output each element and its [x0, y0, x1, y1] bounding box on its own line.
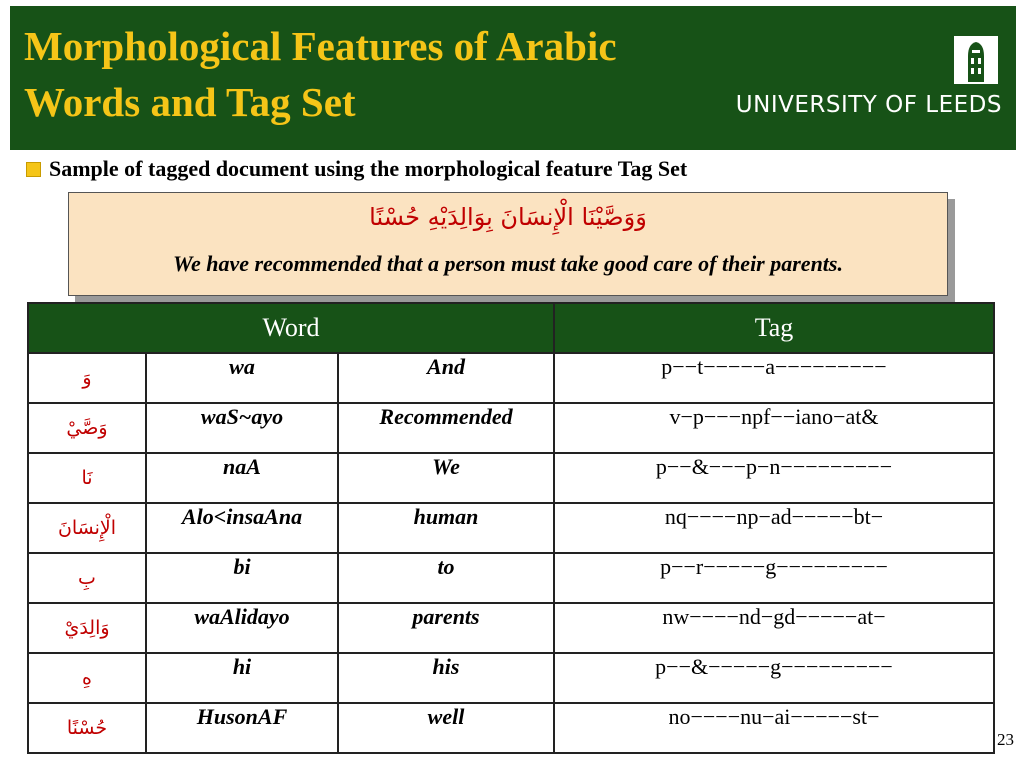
cell-transliteration: HusonAF: [146, 703, 338, 753]
university-name: UNIVERSITY OF LEEDS: [735, 92, 1002, 118]
header-tag: Tag: [554, 303, 994, 353]
title-line-2: Words and Tag Set: [24, 79, 356, 125]
title-line-1: Morphological Features of Arabic: [24, 23, 617, 69]
cell-transliteration: hi: [146, 653, 338, 703]
cell-transliteration: bi: [146, 553, 338, 603]
cell-tag: no−−−−nu−ai−−−−−st−: [554, 703, 994, 753]
cell-english: human: [338, 503, 554, 553]
table-header-row: [28, 303, 994, 353]
university-crest-icon: [954, 36, 998, 84]
cell-tag: nq−−−−np−ad−−−−−bt−: [554, 503, 994, 553]
tag-table: [27, 302, 995, 754]
slide-title: [24, 18, 724, 130]
cell-english: Recommended: [338, 403, 554, 453]
cell-tag: v−p−−−npf−−iano−at&: [554, 403, 994, 453]
quote-arabic: وَوَصَّيْنَا الْإِنسَانَ بِوَالِدَيْهِ حُسْنًا: [369, 203, 647, 231]
cell-tag: p−−&−−−p−n−−−−−−−−−: [554, 453, 994, 503]
table-row: [28, 653, 994, 703]
university-logo: [735, 36, 1008, 126]
cell-english: well: [338, 703, 554, 753]
cell-transliteration: waS~ayo: [146, 403, 338, 453]
quote-box: [68, 192, 948, 296]
bullet-square-icon: [26, 162, 41, 177]
cell-arabic: وَالِدَيْ: [28, 603, 146, 653]
table-row: [28, 553, 994, 603]
cell-transliteration: Alo<insaAna: [146, 503, 338, 553]
table-row: [28, 603, 994, 653]
cell-arabic: هِ: [28, 653, 146, 703]
quote-english: We have recommended that a person must take good care of their parents.: [173, 251, 843, 276]
cell-arabic: نَا: [28, 453, 146, 503]
bullet-point: [26, 155, 687, 183]
page-number: 23: [997, 730, 1014, 749]
table-row: [28, 453, 994, 503]
cell-arabic: الْإِنسَانَ: [28, 503, 146, 553]
cell-english: his: [338, 653, 554, 703]
cell-arabic: بِ: [28, 553, 146, 603]
cell-arabic: حُسْنًا: [28, 703, 146, 753]
cell-tag: nw−−−−nd−gd−−−−−at−: [554, 603, 994, 653]
cell-transliteration: naA: [146, 453, 338, 503]
cell-english: And: [338, 353, 554, 403]
cell-tag: p−−r−−−−−g−−−−−−−−−: [554, 553, 994, 603]
slide-header: [10, 6, 1016, 150]
cell-transliteration: wa: [146, 353, 338, 403]
cell-english: We: [338, 453, 554, 503]
table-row: [28, 353, 994, 403]
table-row: [28, 503, 994, 553]
cell-arabic: وَ: [28, 353, 146, 403]
cell-tag: p−−&−−−−−g−−−−−−−−−: [554, 653, 994, 703]
cell-english: parents: [338, 603, 554, 653]
table-row: [28, 403, 994, 453]
bullet-text: Sample of tagged document using the morphological feature Tag Set: [49, 156, 688, 181]
cell-tag: p−−t−−−−−a−−−−−−−−−: [554, 353, 994, 403]
header-word: Word: [28, 303, 554, 353]
cell-arabic: وَصَّيْ: [28, 403, 146, 453]
cell-english: to: [338, 553, 554, 603]
table-row: [28, 703, 994, 753]
cell-transliteration: waAlidayo: [146, 603, 338, 653]
